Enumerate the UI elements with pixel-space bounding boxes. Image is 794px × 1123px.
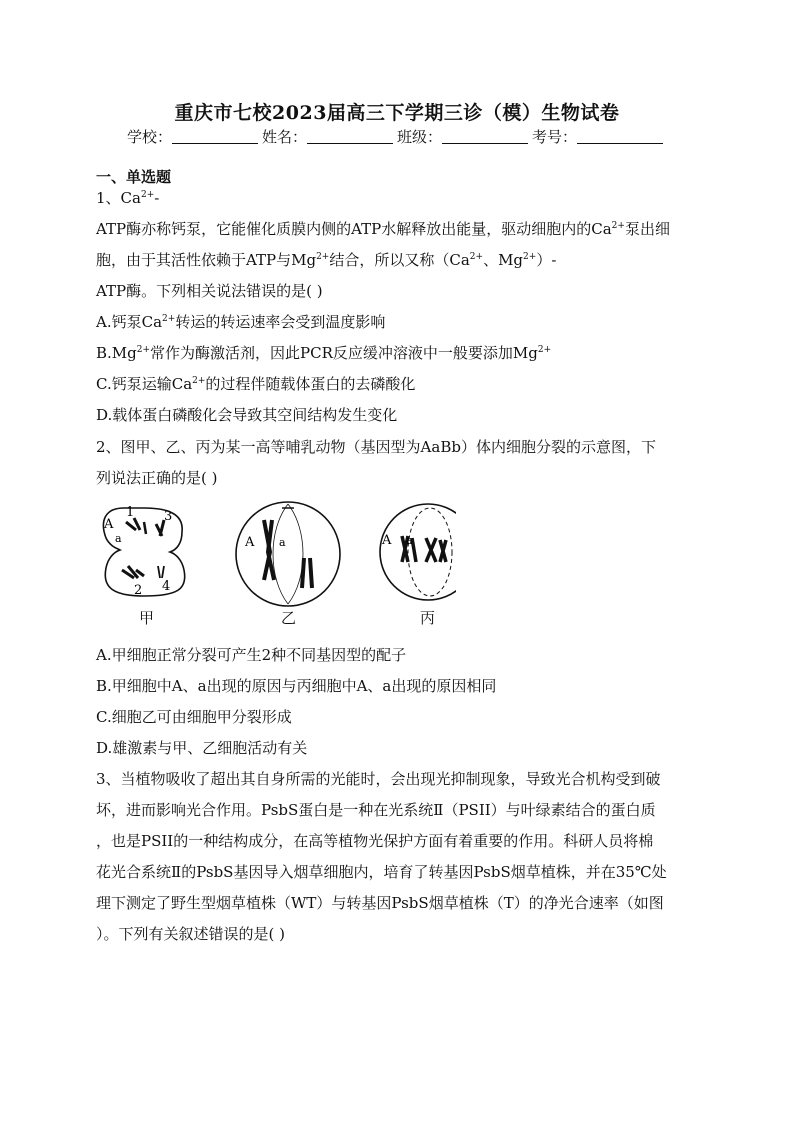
cell-yi-chromosomes: [264, 520, 312, 588]
q3-stem-line-3: ，也是PSII的一种结构成分，在高等植物光保护方面有着重要的作用。科研人员将棉: [96, 832, 654, 850]
q2-stem-line-2: 列说法正确的是( ): [96, 469, 218, 487]
exam-number-blank[interactable]: [577, 129, 663, 144]
cell-yi-allele-a-upper: A: [245, 535, 255, 550]
figure-label-yi: 乙: [281, 609, 297, 627]
cell-yi-membrane: [236, 502, 340, 606]
q3-stem-line-5: 理下测定了野生型烟草植株（WT）与转基因PsbS烟草植株（T）的净光合速率（如图: [96, 894, 664, 912]
allele-a-upper-label: A: [104, 517, 114, 532]
name-label: 姓名：: [261, 128, 307, 146]
q2-stem-line-1: 2、图甲、乙、丙为某一高等哺乳动物（基因型为AaBb）体内细胞分裂的示意图，下: [96, 438, 656, 456]
q1-stem-line-3: ATP酶。下列相关说法错误的是( ): [96, 282, 323, 300]
class-label: 班级：: [397, 128, 443, 146]
cell-diagrams: [96, 500, 456, 610]
cell-bing-allele-a-upper: A: [382, 533, 392, 548]
q1-stem-line-1: ATP酶亦称钙泵，它能催化质膜内侧的ATP水解释放出能量，驱动细胞内的$Ca^{2+}$泵出细: [96, 220, 670, 238]
figure-label-bing: 丙: [420, 609, 436, 627]
q3-stem-line-6: ）。下列有关叙述错误的是( ): [96, 925, 285, 943]
cell-division-figure: [96, 500, 456, 635]
q2-option-b[interactable]: B.甲细胞中A、a出现的原因与丙细胞中A、a出现的原因相同: [96, 677, 497, 695]
q1-stem-line-2: 胞，由于其活性依赖于ATP与$Mg^{2+}$结合，所以又称（$Ca^{2+}$、$Mg^{2+})-$: [96, 251, 557, 269]
page-title: 重庆市七校2023届高三下学期三诊（模）生物试卷: [174, 102, 620, 124]
q1-option-a[interactable]: A.钙泵$Ca^{2+}$转运的转运速率会受到温度影响: [96, 313, 386, 331]
chromosome-4-label: 4: [162, 579, 171, 594]
q3-stem-line-4: 花光合系统Ⅱ的PsbS基因导入烟草细胞内，培育了转基因PsbS烟草植株，并在35℃处: [96, 863, 667, 881]
chromosome-1-label: 1: [126, 505, 135, 520]
cell-yi-allele-a-lower: a: [279, 536, 286, 549]
cell-bing-allele-a-lower: a: [406, 534, 413, 547]
name-blank[interactable]: [307, 129, 393, 144]
q1-heading: 1、$Ca^{2+}-$: [96, 189, 160, 207]
student-info-line: [0, 126, 794, 147]
q2-option-d[interactable]: D.雄激素与甲、乙细胞活动有关: [96, 739, 308, 757]
class-blank[interactable]: [442, 129, 528, 144]
exam-number-label: 考号：: [532, 128, 578, 146]
q1-option-d[interactable]: D.载体蛋白磷酸化会导致其空间结构发生变化: [96, 406, 398, 424]
q3-stem-line-2: 坏，进而影响光合作用。PsbS蛋白是一种在光系统Ⅱ（PSII）与叶绿素结合的蛋白质: [96, 801, 656, 819]
section-heading: 一、单选题: [96, 168, 172, 186]
cell-jia-membrane: [103, 508, 184, 596]
q2-option-c[interactable]: C.细胞乙可由细胞甲分裂形成: [96, 708, 292, 726]
chromosome-3-label: 3: [164, 509, 173, 524]
allele-a-lower-label: a: [115, 532, 122, 545]
q3-stem-line-1: 3、当植物吸收了超出其自身所需的光能时，会出现光抑制现象，导致光合机构受到破: [96, 770, 661, 788]
q1-option-c[interactable]: C.钙泵运输$Ca^{2+}$的过程伴随载体蛋白的去磷酸化: [96, 375, 416, 393]
q1-option-b[interactable]: $B.Mg^{2+}$常作为酶激活剂，因此PCR反应缓冲溶液中一般要添加$Mg^{2+}$: [96, 344, 552, 362]
figure-label-jia: 甲: [139, 609, 155, 627]
school-blank[interactable]: [172, 129, 258, 144]
q2-option-a[interactable]: A.甲细胞正常分裂可产生2种不同基因型的配子: [96, 646, 407, 664]
cell-jia-chromosomes: [122, 518, 164, 578]
school-label: 学校：: [126, 128, 172, 146]
chromosome-2-label: 2: [134, 583, 143, 598]
